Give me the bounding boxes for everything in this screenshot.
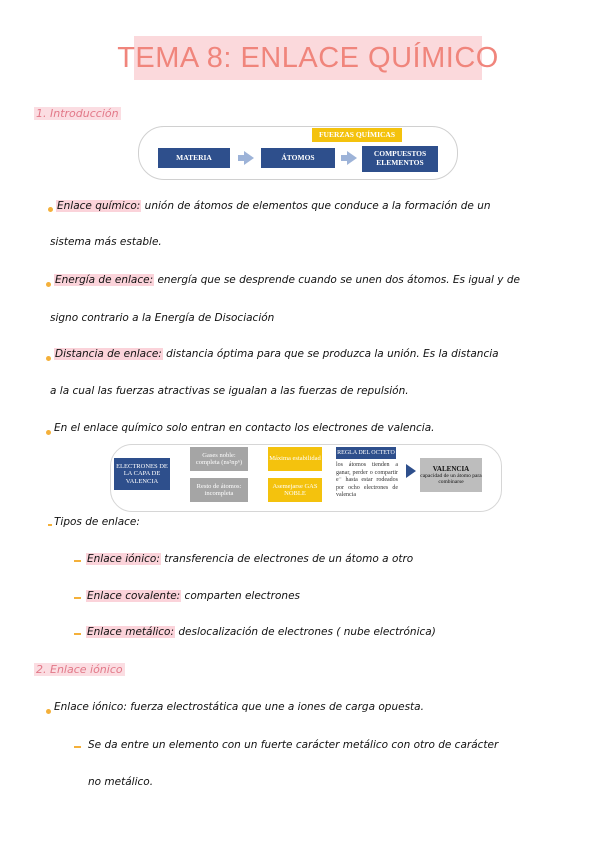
enlace-covalente-term: Enlace covalente: <box>87 590 181 602</box>
materia-box: MATERIA <box>158 148 230 168</box>
energia-enlace-definition: energía que se desprende cuando se unen dos átomos. Es igual y de <box>154 274 520 286</box>
arrow-right-icon <box>347 151 357 165</box>
enlace-quimico-term: Enlace químico: <box>57 200 141 212</box>
fuerzas-quimicas-box: FUERZAS QUÍMICAS <box>312 128 402 142</box>
arrow-right-icon <box>406 464 416 478</box>
atomos-box: ÁTOMOS <box>261 148 335 168</box>
bullet-icon <box>48 524 52 526</box>
valencia-box <box>420 458 482 492</box>
distancia-enlace-definition: distancia óptima para que se produzca la unión. Es la distancia <box>162 348 499 360</box>
bullet-icon <box>48 207 53 212</box>
dash-icon <box>74 597 81 599</box>
electrones-valencia-line: En el enlace químico solo entran en contacto los electrones de valencia. <box>54 422 435 434</box>
enlace-ionico-definition: transferencia de electrones de un átomo a otro <box>160 553 414 565</box>
bullet-icon <box>46 709 51 714</box>
asemejarse-gas-noble-box: Asemejarse GAS NOBLE <box>268 478 322 502</box>
energia-enlace-line <box>54 274 520 286</box>
distancia-enlace-line-2: a la cual las fuerzas atractivas se igualan a las fuerzas de repulsión. <box>50 385 409 397</box>
enlace-quimico-definition: unión de átomos de elementos que conduce a la formación de un <box>141 200 491 212</box>
section-heading-enlace-ionico: 2. Enlace iónico <box>36 663 123 676</box>
enlace-ionico-term: Enlace iónico: <box>87 553 160 565</box>
tipos-enlace-heading: Tipos de enlace: <box>54 516 140 528</box>
valencia-title: VALENCIA <box>432 464 470 473</box>
enlace-ionico-detail-line-2: no metálico. <box>88 776 154 788</box>
enlace-metalico-term: Enlace metálico: <box>87 626 175 638</box>
enlace-covalente-type <box>86 590 300 602</box>
regla-octeto-text: los átomos tienden a ganar, perder o compartir e⁻ hasta estar rodeados por ocho electrones de valencia <box>336 462 398 498</box>
title-banner <box>117 36 499 80</box>
arrow-right-icon <box>244 151 254 165</box>
maxima-estabilidad-box: Máxima estabilidad <box>268 447 322 471</box>
enlace-ionico-detail-line: Se da entre un elemento con un fuerte carácter metálico con otro de carácter <box>88 739 499 751</box>
compuestos-elementos-box: COMPUESTOS ELEMENTOS <box>362 146 438 172</box>
electrones-capa-valencia-box: ELECTRONES DE LA CAPA DE VALENCIA <box>114 458 170 490</box>
dash-icon <box>74 746 81 748</box>
enlace-covalente-definition: comparten electrones <box>181 590 301 602</box>
bullet-icon <box>46 282 51 287</box>
enlace-ionico-definition-line: Enlace iónico: fuerza electrostática que une a iones de carga opuesta. <box>54 701 424 713</box>
section-heading-introduccion: 1. Introducción <box>36 107 119 120</box>
enlace-ionico-type <box>86 553 413 565</box>
enlace-quimico-line <box>56 200 491 212</box>
enlace-quimico-line-2: sistema más estable. <box>50 236 162 248</box>
energia-enlace-line-2: signo contrario a la Energía de Disociación <box>50 312 275 324</box>
valencia-definition: capacidad de un átomo para combinarse <box>420 472 482 486</box>
distancia-enlace-term: Distancia de enlace: <box>55 348 162 360</box>
energia-enlace-term: Energía de enlace: <box>55 274 154 286</box>
page-title: TEMA 8: ENLACE QUÍMICO <box>117 41 499 74</box>
regla-octeto-box: REGLA DEL OCTETO <box>336 447 396 459</box>
bullet-icon <box>46 356 51 361</box>
distancia-enlace-line <box>54 348 499 360</box>
resto-atomos-box: Resto de átomos: incompleta <box>190 478 248 502</box>
dash-icon <box>74 560 81 562</box>
enlace-metalico-type <box>86 626 436 638</box>
bullet-icon <box>46 430 51 435</box>
dash-icon <box>74 633 81 635</box>
gases-nobles-box: Gases noble: completa (ns²np⁶) <box>190 447 248 471</box>
enlace-metalico-definition: deslocalización de electrones ( nube electrónica) <box>175 626 436 638</box>
